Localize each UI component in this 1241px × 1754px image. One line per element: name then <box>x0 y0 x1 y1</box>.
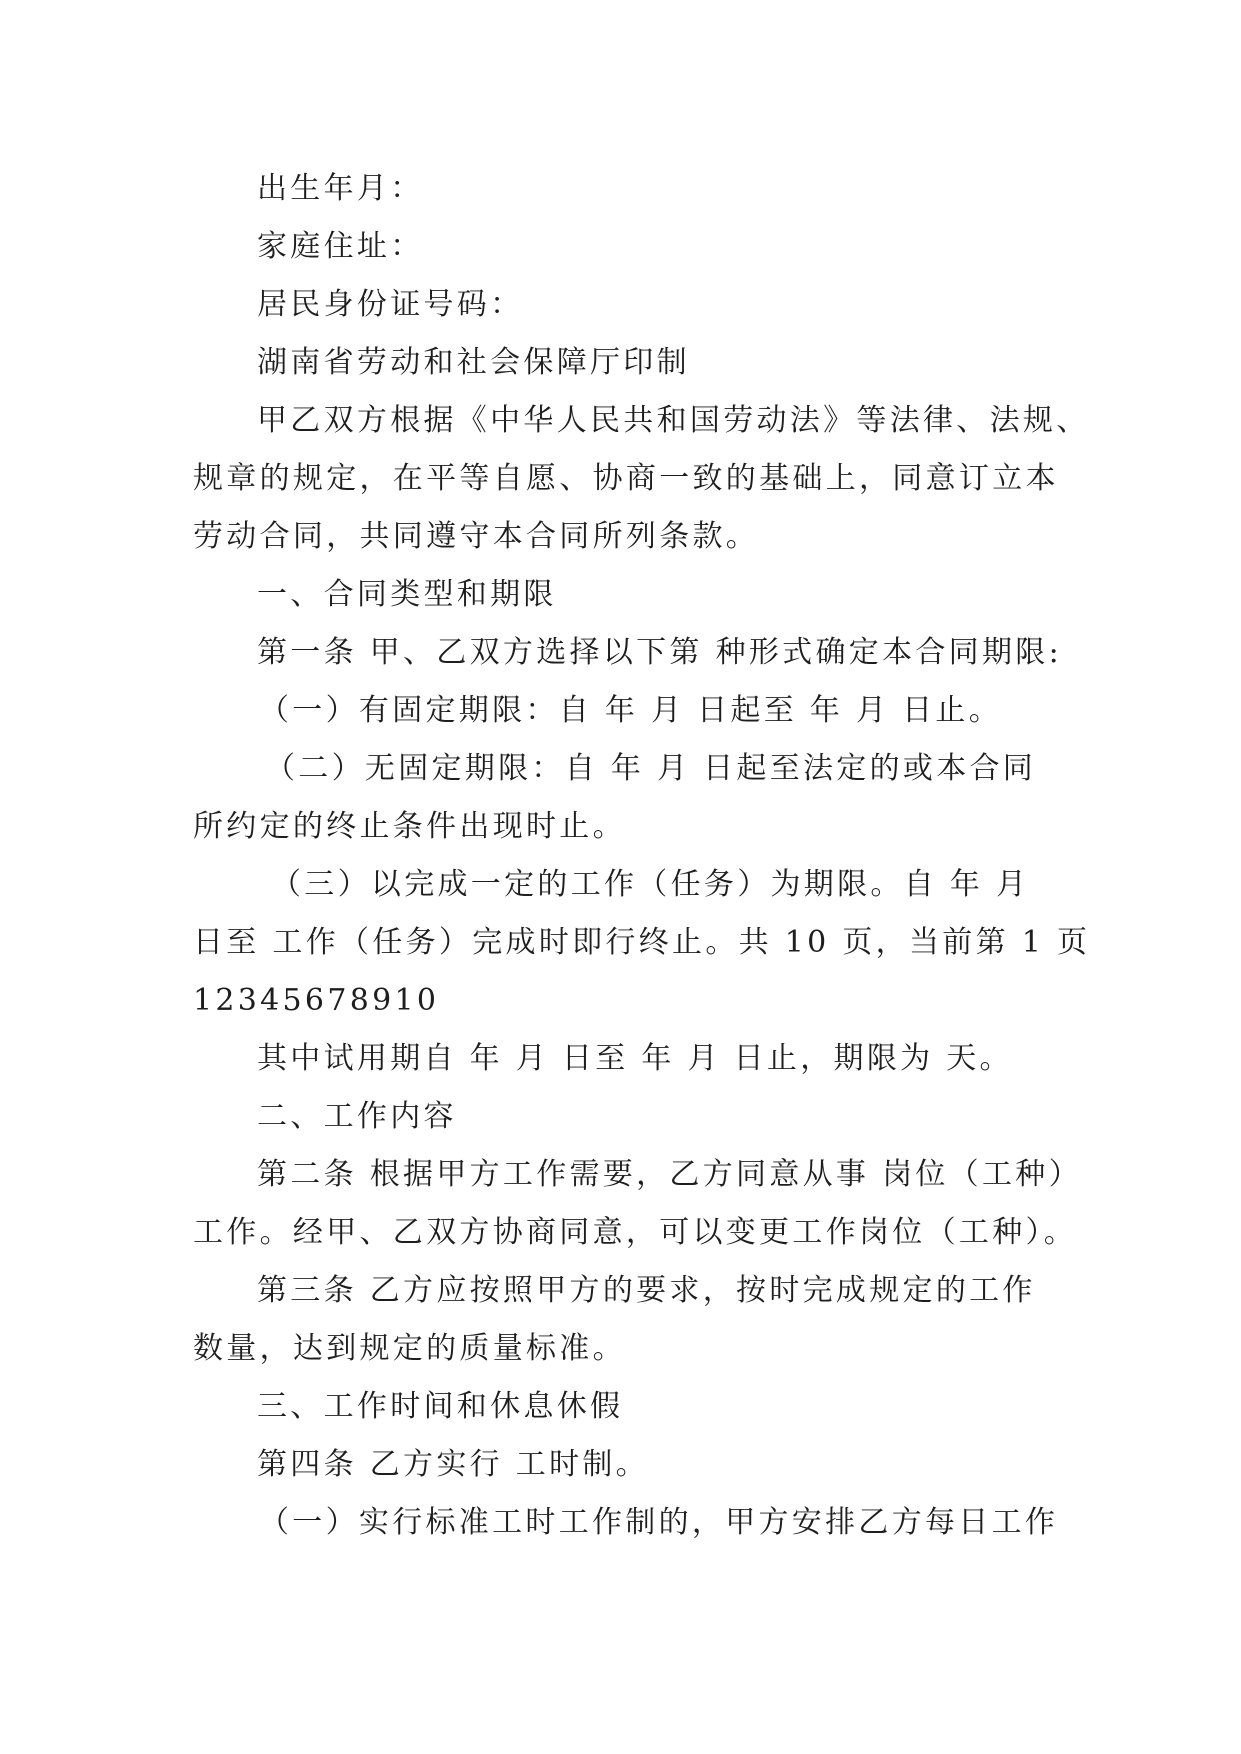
page-numbers-line: 12345678910 <box>193 983 440 1018</box>
birth-date-line: 出生年月： <box>257 171 424 206</box>
clause-line: （三）以完成一定的工作（任务）为期限。自 年 月 <box>271 867 1030 902</box>
page-info-line: 日至 工作（任务）完成时即行终止。共 10 页，当前第 1 页 <box>193 925 1091 960</box>
clause-line: 所约定的终止条件出现时止。 <box>193 809 626 844</box>
article-line: 第三条 乙方应按照甲方的要求，按时完成规定的工作 <box>257 1273 1036 1308</box>
paragraph-line: 劳动合同，共同遵守本合同所列条款。 <box>193 519 760 554</box>
article-line: 工作。经甲、乙双方协商同意，可以变更工作岗位（工种）。 <box>193 1215 1078 1250</box>
article-line: 第四条 乙方实行 工时制。 <box>257 1447 649 1482</box>
paragraph-line: 甲乙双方根据《中华人民共和国劳动法》等法律、法规、 <box>257 403 1090 438</box>
clause-line: （一）实行标准工时工作制的，甲方安排乙方每日工作 <box>259 1505 1059 1540</box>
contract-text <box>193 160 1091 1552</box>
paragraph-line: 规章的规定，在平等自愿、协商一致的基础上，同意订立本 <box>193 461 1059 496</box>
home-address-line: 家庭住址： <box>257 229 424 264</box>
article-line: 数量，达到规定的质量标准。 <box>193 1331 626 1366</box>
section-heading: 一、合同类型和期限 <box>257 577 557 612</box>
article-line: 第一条 甲、乙双方选择以下第 种形式确定本合同期限: <box>257 635 1062 670</box>
clause-line: （二）无固定期限：自 年 月 日起至法定的或本合同 <box>265 751 1037 786</box>
section-heading: 三、工作时间和休息休假 <box>257 1389 624 1424</box>
id-number-line: 居民身份证号码： <box>257 287 524 322</box>
printer-line: 湖南省劳动和社会保障厅印制 <box>257 345 690 380</box>
article-line: 第二条 根据甲方工作需要，乙方同意从事 岗位（工种） <box>257 1157 1082 1192</box>
probation-line: 其中试用期自 年 月 日至 年 月 日止，期限为 天。 <box>257 1041 1013 1076</box>
clause-line: （一）有固定期限：自 年 月 日起至 年 月 日止。 <box>259 693 1003 728</box>
section-heading: 二、工作内容 <box>257 1099 457 1134</box>
